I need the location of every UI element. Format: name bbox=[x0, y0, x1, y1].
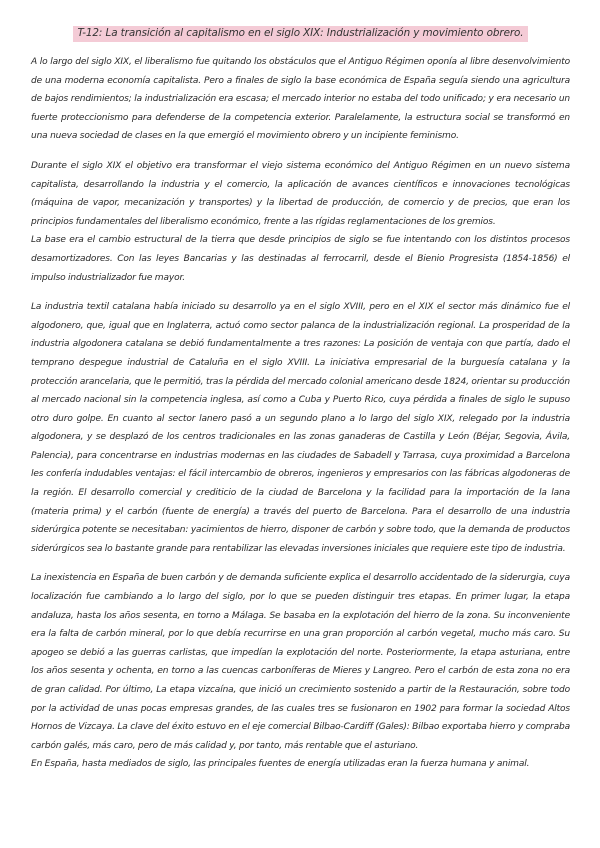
paragraph-textile-industry: La industria textil catalana había iniciado su desarrollo ya en el siglo XVIII, pero en el XIX el sector más dinámico fue el algodonero, que, igual que en Inglaterra, actuó como sector palanca de la industrialización regional. La prosperidad de la industria algodonera catalana se debió fundamentalmente a tres razones: La posición de ventaja con que partía, dado el temprano despegue industrial de Cataluña en el siglo XVIII. La iniciativa empresarial de la burguesía catalana y la protección arancelaria, que le permitió, tras la pérdida del mercado colonial americano desde 1824, orientar su producción al mercado nacional sin la competencia inglesa, así como a Cuba y Puerto Rico, cuya pérdida a finales de siglo le supuso otro duro golpe. En cuanto al sector lanero pasó a un segundo plano a lo largo del siglo XIX, relegado por la industria algodonera, y se desplazó de los centros tradicionales en las zonas ganaderas de Castilla y León (Béjar, Segovia, Ávila, Palencia), para concentrarse en industrias modernas en las ciudades de Sabadell y Tarrasa, cuya proximidad a Barcelona les confería indudables ventajas: el fácil intercambio de obreros, ingenieros y empresarios con las fábricas algodoneras de la región. El desarrollo comercial y crediticio de la ciudad de Barcelona y la facilidad para la importación de la lana (materia prima) y el carbón (fuente de energía) a través del puerto de Barcelona. Para el desarrollo de una industria siderúrgica potente se necesitaban: yacimientos de hierro, disponer de carbón y sobre todo, que la demanda de productos siderúrgicos sea lo bastante grande para rentabilizar las elevadas inversiones iniciales que requiere este tipo de industria. bbox=[31, 302, 570, 554]
document-title: T-12: La transición al capitalismo en el siglo XIX: Industrialización y movimiento obrero. bbox=[73, 26, 527, 42]
paragraph-energy: En España, hasta mediados de siglo, las principales fuentes de energía utilizadas eran la fuerza humana y animal. bbox=[31, 759, 530, 770]
paragraph-intro: A lo largo del siglo XIX, el liberalismo fue quitando los obstáculos que el Antiguo Régimen oponía al libre desenvolvimiento de una moderna economía capitalista. Pero a finales de siglo la base económica de España seguía siendo una agricultura de bajos rendimientos; la industrialización era escasa; el mercado interior no estaba del todo unificado; y era necesario un fuerte proteccionismo para defenderse de la competencia exterior. Paralelamente, la estructura social se transformó en una nueva sociedad de clases en la que emergió el movimiento obrero y un incipiente feminismo. bbox=[31, 57, 570, 142]
paragraph-steel-industry: La inexistencia en España de buen carbón y de demanda suficiente explica el desarrollo accidentado de la siderurgia, cuya localización fue cambiando a lo largo del siglo, por lo que se pueden distinguir tres etapas. En primer lugar, la etapa andaluza, hasta los años sesenta, en torno a Málaga. Se basaba en la explotación del hierro de la zona. Su inconveniente era la falta de carbón mineral, por lo que debía recurrirse en una gran proporción al carbón vegetal, mucho más caro. Su apogeo se debió a las guerras carlistas, que impedían la explotación del norte. Posteriormente, la etapa asturiana, entre los años sesenta y ochenta, en torno a las cuencas carboníferas de Mieres y Langreo. Pero el carbón de esta zona no era de gran calidad. Por último, La etapa vizcaína, que inició un crecimiento sostenido a partir de la Restauración, sobre todo por la actividad de unas pocas empresas grandes, de las cuales tres se fusionaron en 1902 para formar la sociedad Altos Hornos de Vizcaya. La clave del éxito estuvo en el eje comercial Bilbao-Cardiff (Gales): Bilbao exportaba hierro y compraba carbón galés, más caro, pero de más calidad y, por tanto, más rentable que el asturiano. bbox=[31, 573, 570, 751]
paragraph-objective: Durante el siglo XIX el objetivo era transformar el viejo sistema económico del Antiguo Régimen en un nuevo sistema capitalista, desarrollando la industria y el comercio, la aplicación de avances científicos e innovaciones tecnológicas (máquina de vapor, mecanización y transportes) y la libertad de producción, de comercio y de precios, que eran los principios fundamentales del liberalismo económico, frente a las rígidas reglamentaciones de los gremios. bbox=[31, 160, 570, 227]
paragraph-base: La base era el cambio estructural de la tierra que desde principios de siglo se fue intentando con los distintos procesos desamortizadores. Con las leyes Bancarias y las destinadas al ferrocarril, desde el Bienio Progresista (1854-1856) el impulso industrializador fue mayor. bbox=[31, 235, 570, 283]
title-container bbox=[31, 21, 570, 42]
